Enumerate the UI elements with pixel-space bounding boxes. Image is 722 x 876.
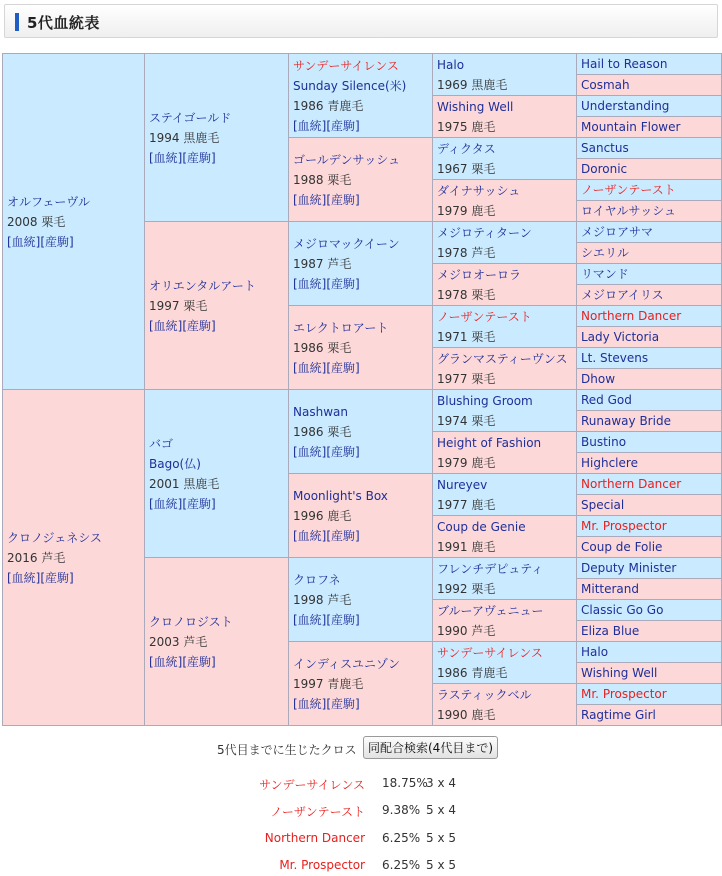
horse-name-link[interactable]: サンデーサイレンス [437,645,543,660]
cross-row [0,858,722,876]
horse-birth-info: 1974 栗毛 [437,413,496,428]
horse-name-link[interactable]: Ragtime Girl [581,708,656,722]
pedigree-offspring-links[interactable]: [血統][産駒] [149,150,216,165]
horse-name-link[interactable]: メジロマックイーン [293,236,400,251]
horse-name-link[interactable]: Understanding [581,99,670,113]
cross-percent: 6.25% [382,858,421,872]
horse-name-link[interactable]: Halo [581,645,609,659]
pedigree-cell-gen5 [577,558,722,579]
horse-birth-info: 2001 黒鹿毛 [149,476,220,491]
horse-birth-info: 2008 栗毛 [7,214,66,229]
horse-birth-info: 1994 黒鹿毛 [149,130,220,145]
horse-name-link[interactable]: Bustino [581,435,627,449]
horse-name-link[interactable]: Northern Dancer [581,309,682,323]
pedigree-offspring-links[interactable]: [血統][産駒] [293,276,360,291]
pedigree-cell-gen5 [577,180,722,201]
horse-name-link[interactable]: オルフェーヴル [7,194,91,209]
horse-birth-info: 1988 栗毛 [293,172,352,187]
pedigree-cell-gen4 [433,390,577,432]
pedigree-offspring-links[interactable]: [血統][産駒] [293,192,360,207]
cross-horse-name[interactable]: Northern Dancer [264,831,365,845]
horse-birth-info: 1997 栗毛 [149,298,208,313]
pedigree-cell-gen5 [577,96,722,117]
pedigree-cell-gen4 [433,348,577,390]
pedigree-offspring-links[interactable]: [血統][産駒] [293,118,360,133]
pedigree-row [3,54,722,75]
pedigree-cell-gen5 [577,579,722,600]
horse-name-link[interactable]: メジロオーロラ [437,267,522,282]
pedigree-offspring-links[interactable]: [血統][産駒] [293,696,360,711]
horse-name-link[interactable]: エレクトロアート [293,320,389,335]
horse-name-link[interactable]: メジロアイリス [581,288,664,302]
horse-original-name-link[interactable]: Bago(仏) [149,456,201,471]
pedigree-offspring-links[interactable]: [血統][産駒] [293,528,360,543]
pedigree-cell-gen4 [433,222,577,264]
horse-name-link[interactable]: クロノロジスト [149,614,233,629]
horse-birth-info: 1997 青鹿毛 [293,676,364,691]
horse-name-link[interactable]: クロフネ [293,572,341,587]
pedigree-cell-gen5 [577,684,722,705]
horse-birth-info: 1986 青鹿毛 [293,98,364,113]
horse-name-link[interactable]: ゴールデンサッシュ [293,152,401,167]
pedigree-cell-gen4 [433,180,577,222]
pedigree-cell-gen5 [577,474,722,495]
pedigree-cell-gen5 [577,222,722,243]
pedigree-cell-gen4 [433,642,577,684]
horse-name-link[interactable]: クロノジェネシス [7,530,102,545]
horse-birth-info: 1967 栗毛 [437,161,496,176]
horse-name-link[interactable]: シエリル [581,246,630,260]
pedigree-offspring-links[interactable]: [血統][産駒] [149,318,216,333]
pedigree-cell-gen3 [289,642,433,726]
horse-name-link[interactable]: Special [581,498,625,512]
pedigree-cell-gen5 [577,600,722,621]
horse-name-link[interactable]: ダイナサッシュ [437,183,521,198]
horse-birth-info: 1977 鹿毛 [437,497,496,512]
horse-birth-info: 1969 黒鹿毛 [437,77,508,92]
cross-generation: 5 x 4 [426,803,456,817]
horse-birth-info: 1978 芦毛 [437,245,496,260]
horse-name-link[interactable]: Coup de Genie [437,519,526,534]
pedigree-cell-gen2 [145,558,289,726]
horse-name-link[interactable]: Northern Dancer [581,477,682,491]
horse-birth-info: 1971 栗毛 [437,329,496,344]
pedigree-offspring-links[interactable]: [血統][産駒] [149,496,216,511]
pedigree-cell-gen5 [577,201,722,222]
pedigree-cell-gen3 [289,390,433,474]
horse-name-link[interactable]: Mr. Prospector [581,687,667,701]
pedigree-cell-gen5 [577,621,722,642]
pedigree-cell-gen4 [433,96,577,138]
pedigree-cell-gen5 [577,411,722,432]
pedigree-cell-gen5 [577,390,722,411]
horse-name-link[interactable]: Wishing Well [437,99,514,114]
horse-name-link[interactable]: ディクタス [437,141,496,156]
horse-name-link[interactable]: Halo [437,57,465,72]
cross-title: 5代目までに生じたクロス [217,743,357,757]
horse-name-link[interactable]: メジロアサマ [581,225,654,239]
horse-name-link[interactable]: Height of Fashion [437,435,542,450]
cross-generation: 5 x 5 [426,858,456,872]
horse-name-link[interactable]: Moonlight's Box [293,488,388,503]
page-title: 5代血統表 [27,14,100,32]
pedigree-cell-gen3 [289,138,433,222]
pedigree-cell-gen5 [577,705,722,726]
horse-name-link[interactable]: グランマスティーヴンス [437,351,568,366]
horse-name-link[interactable]: Wishing Well [581,666,658,680]
pedigree-cell-gen5 [577,306,722,327]
horse-birth-info: 1990 鹿毛 [437,707,496,722]
pedigree-cell-gen5 [577,516,722,537]
horse-birth-info: 1977 栗毛 [437,371,496,386]
pedigree-cell-gen5 [577,264,722,285]
pedigree-cell-gen5 [577,642,722,663]
horse-name-link[interactable]: Blushing Groom [437,393,533,408]
pedigree-table [2,53,722,726]
horse-birth-info: 1978 栗毛 [437,287,496,302]
pedigree-cell-gen1 [3,54,145,390]
cross-percent: 18.75% [382,776,428,790]
horse-name-link[interactable]: ブルーアヴェニュー [437,603,544,618]
pedigree-cell-gen5 [577,243,722,264]
pedigree-cell-gen5 [577,159,722,180]
pedigree-offspring-links[interactable]: [血統][産駒] [293,360,360,375]
cross-horse-name[interactable]: ノーザンテースト [270,805,365,819]
horse-name-link[interactable]: Mountain Flower [581,120,681,134]
horse-name-link[interactable]: Lt. Stevens [581,351,649,365]
pedigree-cell-gen3 [289,222,433,306]
horse-name-link[interactable]: Doronic [581,162,628,176]
pedigree-cell-gen5 [577,495,722,516]
horse-birth-info: 1979 鹿毛 [437,203,496,218]
horse-name-link[interactable]: ノーザンテースト [581,183,676,197]
cross-percent: 9.38% [382,803,421,817]
horse-name-link[interactable]: Sanctus [581,141,629,155]
pedigree-cell-gen4 [433,264,577,306]
horse-name-link[interactable]: Hail to Reason [581,57,668,71]
horse-name-link[interactable]: Dhow [581,372,616,386]
horse-birth-info: 1998 芦毛 [293,592,352,607]
horse-name-link[interactable]: Deputy Minister [581,561,677,575]
horse-original-name-link[interactable]: Sunday Silence(米) [293,78,407,93]
pedigree-cell-gen4 [433,600,577,642]
horse-birth-info: 1996 鹿毛 [293,508,352,523]
horse-birth-info: 1992 栗毛 [437,581,496,596]
horse-name-link[interactable]: Nashwan [293,404,348,419]
pedigree-offspring-links[interactable]: [血統][産駒] [293,612,360,627]
horse-name-link[interactable]: ラスティックベル [437,687,532,702]
pedigree-cell-gen5 [577,432,722,453]
cross-row [0,803,722,821]
horse-birth-info: 1986 栗毛 [293,340,352,355]
horse-name-link[interactable]: ロイヤルサッシュ [581,204,677,218]
horse-name-link[interactable]: Cosmah [581,78,630,92]
pedigree-cell-gen4 [433,432,577,474]
horse-birth-info: 1987 芦毛 [293,256,352,271]
pedigree-cell-gen4 [433,306,577,348]
pedigree-cell-gen4 [433,54,577,96]
pedigree-cell-gen4 [433,138,577,180]
horse-name-link[interactable]: Mitterand [581,582,639,596]
pedigree-cell-gen5 [577,537,722,558]
pedigree-cell-gen5 [577,369,722,390]
cross-row [0,776,722,794]
pedigree-cell-gen5 [577,453,722,474]
horse-birth-info: 2016 芦毛 [7,550,66,565]
pedigree-cell-gen5 [577,285,722,306]
horse-name-link[interactable]: ノーザンテースト [437,309,532,324]
pedigree-cell-gen2 [145,222,289,390]
horse-name-link[interactable]: サンデーサイレンス [293,58,399,73]
pedigree-row [3,390,722,411]
horse-name-link[interactable]: Red God [581,393,632,407]
pedigree-offspring-links[interactable]: [血統][産駒] [149,654,216,669]
header-accent-bar [15,13,19,31]
horse-name-link[interactable]: メジロティターン [437,225,532,240]
pedigree-cell-gen2 [145,390,289,558]
pedigree-cell-gen4 [433,558,577,600]
horse-name-link[interactable]: Eliza Blue [581,624,640,638]
horse-name-link[interactable]: Coup de Folie [581,540,663,554]
horse-name-link[interactable]: Nureyev [437,477,488,492]
horse-name-link[interactable]: ステイゴールド [149,110,232,125]
pedigree-cell-gen5 [577,348,722,369]
pedigree-cell-gen4 [433,684,577,726]
horse-name-link[interactable]: Mr. Prospector [581,519,667,533]
pedigree-offspring-links[interactable]: [血統][産駒] [7,234,74,249]
pedigree-offspring-links[interactable]: [血統][産駒] [7,570,74,585]
pedigree-cell-gen5 [577,117,722,138]
horse-birth-info: 2003 芦毛 [149,634,208,649]
pedigree-cell-gen3 [289,306,433,390]
horse-birth-info: 1979 鹿毛 [437,455,496,470]
pedigree-cell-gen5 [577,663,722,684]
horse-birth-info: 1975 鹿毛 [437,119,496,134]
pedigree-cell-gen4 [433,516,577,558]
horse-name-link[interactable]: インディスユニゾン [293,656,401,671]
pedigree-offspring-links[interactable]: [血統][産駒] [293,444,360,459]
horse-name-link[interactable]: オリエンタルアート [149,278,256,293]
same-mating-search-button[interactable]: 同配合検索(4代目まで) [363,736,498,759]
pedigree-cell-gen3 [289,54,433,138]
cross-row [0,831,722,849]
pedigree-cell-gen4 [433,474,577,516]
horse-name-link[interactable]: Lady Victoria [581,330,660,344]
horse-name-link[interactable]: バゴ [149,436,174,451]
pedigree-cell-gen5 [577,327,722,348]
horse-birth-info: 1986 青鹿毛 [437,665,508,680]
pedigree-cell-gen1 [3,390,145,726]
cross-percent: 6.25% [382,831,421,845]
pedigree-cell-gen2 [145,54,289,222]
pedigree-cell-gen5 [577,54,722,75]
horse-name-link[interactable]: フレンチデピュティ [437,561,544,576]
cross-horse-name[interactable]: Mr. Prospector [279,858,365,872]
horse-birth-info: 1986 栗毛 [293,424,352,439]
horse-name-link[interactable]: Runaway Bride [581,414,671,428]
pedigree-cell-gen5 [577,138,722,159]
cross-horse-name[interactable]: サンデーサイレンス [259,778,365,792]
pedigree-cell-gen3 [289,558,433,642]
pedigree-cell-gen5 [577,75,722,96]
horse-name-link[interactable]: リマンド [581,267,629,281]
cross-generation: 3 x 4 [426,776,456,790]
cross-generation: 5 x 5 [426,831,456,845]
horse-birth-info: 1990 芦毛 [437,623,496,638]
horse-birth-info: 1991 鹿毛 [437,539,496,554]
page-header [4,4,718,38]
horse-name-link[interactable]: Highclere [581,456,638,470]
horse-name-link[interactable]: Classic Go Go [581,603,664,617]
pedigree-cell-gen3 [289,474,433,558]
